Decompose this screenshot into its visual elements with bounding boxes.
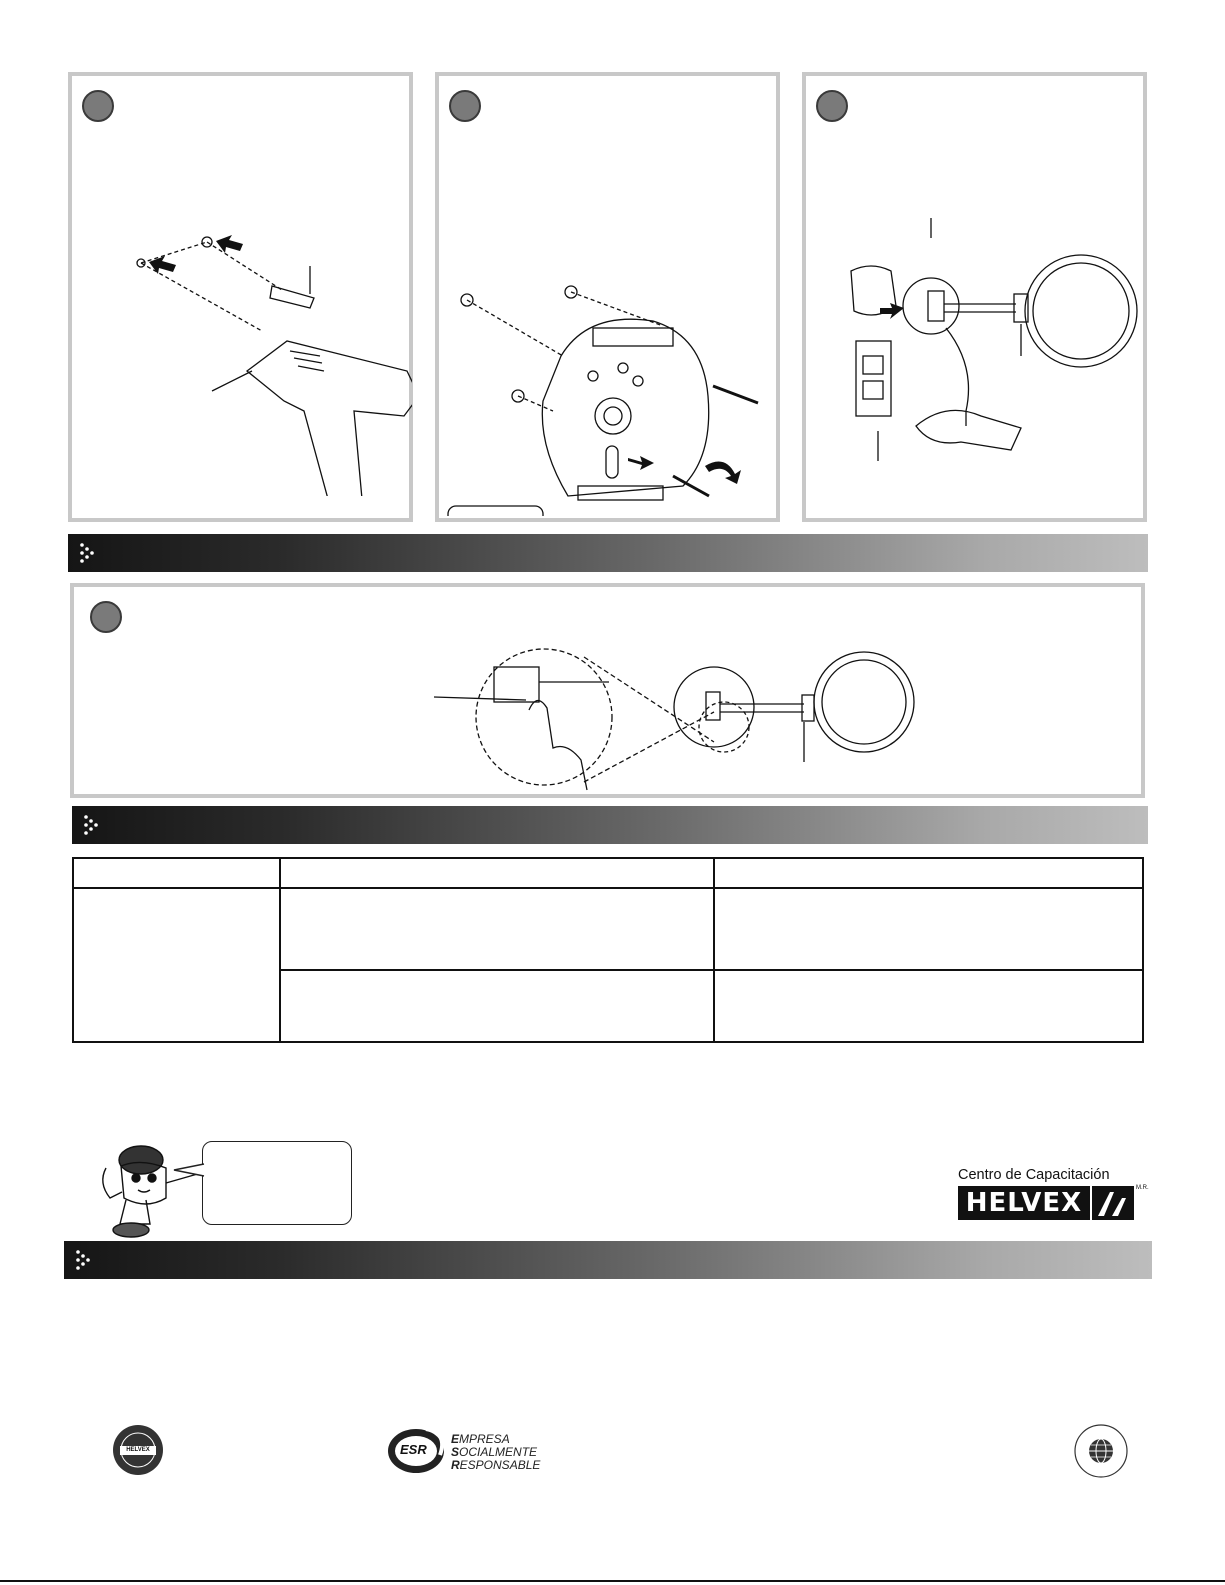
step-panel-2 bbox=[435, 72, 780, 522]
step-number-circle bbox=[82, 90, 114, 122]
section-header-bar bbox=[72, 806, 1148, 844]
table-cell bbox=[73, 888, 280, 1042]
speech-bubble bbox=[202, 1141, 352, 1225]
triangle-dots-icon bbox=[78, 542, 100, 564]
troubleshooting-table bbox=[72, 857, 1144, 1043]
table-header-cell bbox=[280, 858, 714, 888]
table-cell bbox=[280, 970, 714, 1042]
website-seal-text bbox=[1132, 1436, 1142, 1446]
table-header-cell bbox=[714, 858, 1143, 888]
step-panel-3 bbox=[802, 72, 1147, 522]
mirror-installation-illustration bbox=[816, 216, 1146, 496]
table-header-cell bbox=[73, 858, 280, 888]
helvex-logo: HELVEX bbox=[958, 1186, 1090, 1220]
speech-bubble-tail bbox=[172, 1158, 206, 1182]
training-center-caption: Centro de Capacitación bbox=[958, 1167, 1110, 1183]
section-header-bar bbox=[64, 1241, 1152, 1279]
triangle-dots-icon bbox=[74, 1249, 96, 1271]
section-header-bar bbox=[68, 534, 1148, 572]
triangle-dots-icon bbox=[82, 814, 104, 836]
seal-text: HELVEX bbox=[126, 1447, 150, 1453]
table-cell bbox=[714, 888, 1143, 970]
esr-badge-text: ESR bbox=[400, 1442, 427, 1457]
trademark-mark: M.R. bbox=[1136, 1185, 1149, 1191]
bottom-rule bbox=[0, 1580, 1225, 1582]
step-number-circle bbox=[816, 90, 848, 122]
step-number-circle bbox=[449, 90, 481, 122]
mounting-plate-illustration bbox=[443, 196, 773, 516]
drill-illustration bbox=[112, 196, 412, 496]
step-panel-1 bbox=[68, 72, 413, 522]
step-panel-4 bbox=[70, 583, 1145, 798]
helvex-emblem bbox=[1092, 1186, 1134, 1220]
esr-caption: EMPRESA SOCIALMENTE RESPONSABLE bbox=[451, 1432, 541, 1472]
globe-icon bbox=[1074, 1424, 1128, 1478]
mirror-switch-illustration bbox=[424, 592, 944, 792]
table-cell bbox=[714, 970, 1143, 1042]
mascot-illustration bbox=[96, 1138, 206, 1243]
step-number-circle bbox=[90, 601, 122, 633]
table-cell bbox=[280, 888, 714, 970]
